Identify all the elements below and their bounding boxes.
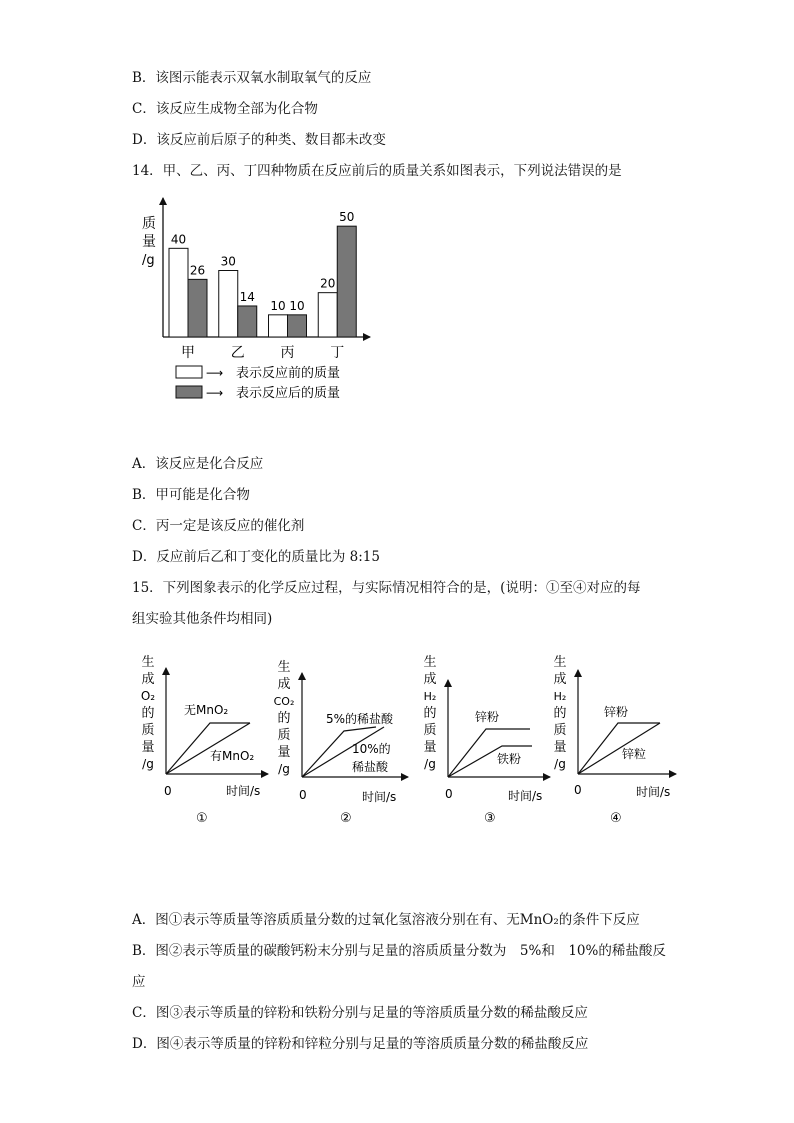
g1-y-label-2: 成 (141, 672, 155, 687)
g1-y-label-3: O₂ (140, 689, 156, 703)
q15-stem-line1: 15．下列图象表示的化学反应过程，与实际情况相符合的是，(说明：①至④对应的每 (132, 580, 641, 596)
q14-option-b: B．甲可能是化合物 (132, 487, 250, 503)
y-axis-label-1: 质 (142, 216, 156, 232)
g2-x-label: 时间/s (362, 790, 397, 804)
bar-after-3 (288, 315, 307, 337)
legend-arrow-before: ⟶ (206, 366, 224, 380)
bar-after-1 (188, 279, 207, 337)
q15-option-b-line1: B．图②表示等质量的碳酸钙粉末分别与足量的溶质质量分数为 5%和 10%的稀盐酸反 (132, 943, 666, 959)
g4-curve-granule (578, 723, 660, 774)
g1-y-label-6: 量 (141, 740, 155, 755)
data-label-before-3: 10 (270, 298, 286, 313)
data-label-after-4: 50 (339, 210, 355, 225)
q14-option-c: C．丙一定是该反应的催化剂 (132, 518, 305, 534)
y-axis-label-2: 量 (142, 234, 156, 250)
g2-curve-label-1: 5%的稀盐酸 (326, 712, 394, 726)
g2-y-label-3: CO₂ (273, 695, 295, 708)
category-label-3: 丙 (280, 345, 295, 361)
g4-y-label-5: 质 (553, 723, 567, 738)
y-axis-label-3: /g (142, 253, 155, 268)
q14-bar-chart (130, 190, 380, 419)
g2-curve-label-2: 10%的 (352, 742, 391, 756)
g4-y-label-7: /g (554, 757, 566, 771)
legend-label-after: 表示反应后的质量 (236, 386, 341, 401)
bar-after-4 (337, 226, 356, 337)
g4-y-label-3: H₂ (553, 690, 567, 703)
q13-option-b: B．该图示能表示双氧水制取氧气的反应 (132, 70, 372, 86)
g3-y-label-4: 的 (423, 706, 437, 721)
g1-y-label-4: 的 (141, 706, 155, 721)
g3-number: ③ (484, 811, 496, 826)
g3-y-label-5: 质 (423, 723, 437, 738)
bars-group (169, 210, 356, 361)
q14-chart-svg (130, 190, 380, 415)
q15-graph-4 (548, 650, 684, 834)
g1-origin: 0 (164, 784, 172, 798)
bar-before-3 (269, 315, 288, 337)
g4-origin: 0 (574, 783, 582, 797)
g3-x-label: 时间/s (508, 789, 543, 803)
bar-before-2 (219, 271, 238, 338)
g3-origin: 0 (445, 787, 453, 801)
g2-y-label-5: 质 (277, 728, 291, 743)
g1-x-label: 时间/s (226, 784, 261, 798)
g4-y-label-1: 生 (553, 655, 567, 670)
q14-option-a: A．该反应是化合反应 (132, 456, 264, 472)
bar-after-2 (238, 306, 257, 337)
g2-y-label-1: 生 (277, 660, 291, 675)
g2-y-label-4: 的 (277, 711, 291, 726)
q15-stem-line2: 组实验其他条件均相同) (132, 611, 273, 627)
q15-option-a: A．图①表示等质量等溶质质量分数的过氧化氢溶液分别在有、无MnO₂的条件下反应 (132, 912, 640, 928)
g3-y-label-1: 生 (423, 655, 437, 670)
g1-number: ① (196, 811, 208, 826)
category-label-1: 甲 (181, 345, 195, 361)
g1-curve-label-2: 有MnO₂ (210, 749, 255, 763)
q15-option-c: C．图③表示等质量的锌粉和铁粉分别与足量的等溶质质量分数的稀盐酸反应 (132, 1005, 588, 1021)
data-label-after-2: 14 (239, 289, 255, 304)
g4-curve-label-1: 锌粉 (604, 705, 629, 719)
g2-y-label-6: 量 (277, 745, 291, 760)
g3-curve-label-1: 锌粉 (475, 710, 500, 724)
q13-option-d: D．该反应前后原子的种类、数目都未改变 (132, 132, 386, 148)
g4-curve-label-2: 锌粒 (622, 747, 647, 761)
g3-y-label-6: 量 (423, 740, 437, 755)
g3-y-label-2: 成 (423, 672, 437, 687)
g2-y-label-7: /g (278, 762, 290, 776)
q15-graph-1 (138, 650, 273, 834)
g3-curve-label-2: 铁粉 (497, 752, 522, 766)
g2-curve-label-3: 稀盐酸 (352, 760, 389, 774)
q14-option-d: D．反应前后乙和丁变化的质量比为 8:15 (132, 549, 380, 565)
bar-before-4 (318, 293, 337, 337)
q15-graph-3 (418, 650, 553, 834)
category-label-4: 丁 (330, 345, 345, 361)
bar-before-1 (169, 248, 188, 337)
data-label-after-1: 26 (189, 263, 206, 278)
data-label-before-1: 40 (170, 232, 187, 247)
g3-y-label-3: H₂ (423, 690, 437, 703)
g3-y-label-7: /g (424, 757, 436, 771)
g4-x-label: 时间/s (636, 785, 671, 799)
g1-y-label-5: 质 (141, 723, 155, 738)
g2-y-label-2: 成 (277, 677, 291, 692)
g1-y-label-1: 生 (141, 655, 155, 670)
g2-number: ② (340, 811, 352, 826)
legend-swatch-after (176, 386, 202, 398)
q15-option-d: D．图④表示等质量的锌粉和锌粒分别与足量的等溶质质量分数的稀盐酸反应 (132, 1036, 589, 1052)
legend-arrow-after: ⟶ (206, 386, 224, 400)
g1-curve-label-1: 无MnO₂ (184, 703, 229, 717)
data-label-before-2: 30 (220, 254, 236, 269)
g4-number: ④ (610, 811, 622, 826)
q14-stem: 14．甲、乙、丙、丁四种物质在反应前后的质量关系如图表示，下列说法错误的是 (132, 163, 622, 179)
category-label-2: 乙 (230, 345, 245, 361)
g4-y-label-6: 量 (553, 740, 567, 755)
g2-origin: 0 (299, 788, 307, 802)
legend-swatch-before (176, 366, 202, 378)
g4-y-label-2: 成 (553, 672, 567, 687)
data-label-before-4: 20 (320, 276, 336, 291)
q13-option-c: C．该反应生成物全部为化合物 (132, 101, 318, 117)
data-label-after-3: 10 (289, 298, 305, 313)
legend-label-before: 表示反应前的质量 (236, 366, 341, 381)
g4-y-label-4: 的 (553, 706, 567, 721)
q15-option-b-line2: 应 (132, 974, 146, 990)
g1-y-label-7: /g (142, 757, 154, 771)
q15-graph-2 (272, 655, 412, 834)
